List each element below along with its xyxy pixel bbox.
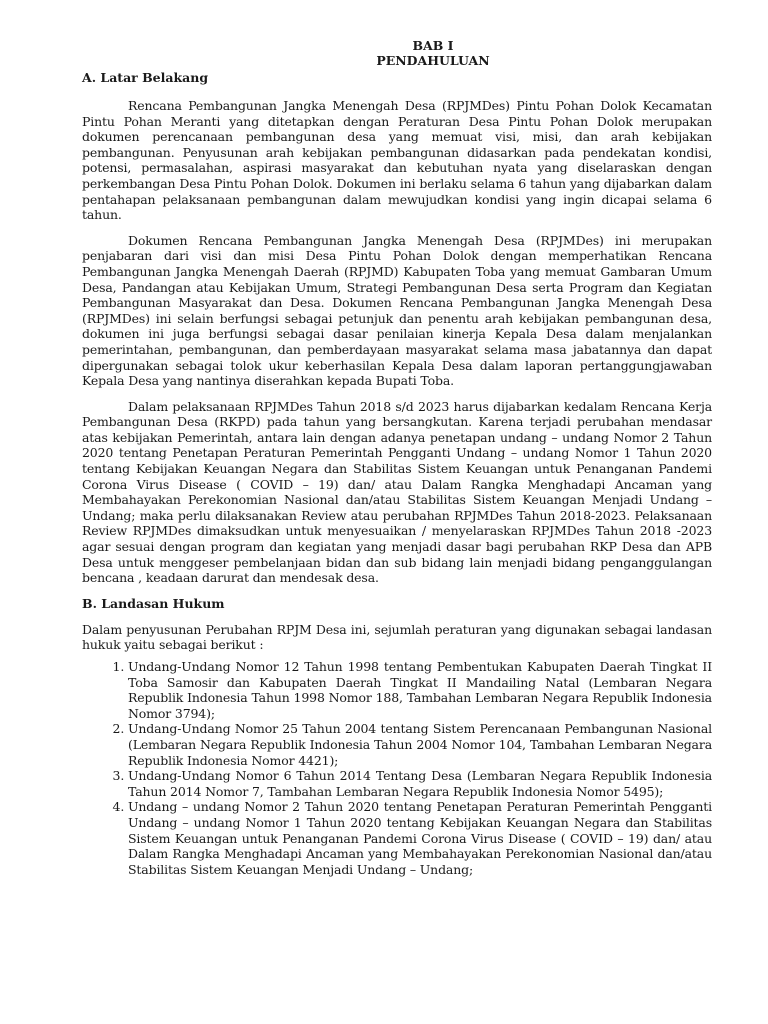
section-a-paragraph-1: Rencana Pembangunan Jangka Menengah Desa (RPJMDes) Pintu Pohan Dolok Kecamatan Pintu Pohan Meranti yang ditetapkan dengan Peraturan Desa Pintu Pohan Dolok merupakan dokumen perencanaan pembangunan desa yang memuat visi, misi, dan arah kebijakan pembangunan. Penyusunan arah kebijakan pembangunan didasarkan pada pendekatan kondisi, potensi, permasalahan, aspirasi masyarakat dan kebutuhan nyata yang diselaraskan dengan perkembangan Desa Pintu Pohan Dolok. Dokumen ini berlaku selama 6 tahun yang dijabarkan dalam pentahapan pelaksanaan pembangunan dalam mewujudkan kondisi yang ingin dicapai selama 6 tahun. <box>82 98 712 223</box>
section-a-paragraph-2: Dokumen Rencana Pembangunan Jangka Menengah Desa (RPJMDes) ini merupakan penjabaran dari visi dan misi Desa Pintu Pohan Dolok dengan memperhatikan Rencana Pembangunan Jangka Menengah Daerah (RPJMD) Kabupaten Toba yang memuat Gambaran Umum Desa, Pandangan atau Kebijakan Umum, Strategi Pembangunan Desa serta Program dan Kegiatan Pembangunan Masyarakat dan Desa. Dokumen Rencana Pembangunan Jangka Menengah Desa (RPJMDes) ini selain berfungsi sebagai petunjuk dan penentu arah kebijakan pembangunan desa, dokumen ini juga berfungsi sebagai dasar penilaian kinerja Kepala Desa dalam menjalankan pemerintahan, pembangunan, dan pemberdayaan masyarakat selama masa jabatannya dan dapat dipergunakan sebagai tolok ukur keberhasilan Kepala Desa dalam laporan pertanggungjawaban Kepala Desa yang nantinya diserahkan kepada Bupati Toba. <box>82 232 712 389</box>
list-item: 1. Undang-Undang Nomor 12 Tahun 1998 tentang Pembentukan Kabupaten Daerah Tingkat II Toba Samosir dan Kabupaten Daerah Tingkat II Mandailing Natal (Lembaran Negara Republik Indonesia Tahun 1998 Nomor 188, Tambahan Lembaran Negara Republik Indonesia Nomor 3794); <box>128 659 712 721</box>
list-item: 4. Undang – undang Nomor 2 Tahun 2020 tentang Penetapan Peraturan Pemerintah Pengganti Undang – undang Nomor 1 Tahun 2020 tentang Kebijakan Keuangan Negara dan Stabilitas Sistem Keuangan untuk Penanganan Pandemi Corona Virus Disease ( COVID – 19) dan/ atau Dalam Rangka Menghadapi Ancaman yang Membahayakan Perekonomian Nasional dan/atau Stabilitas Sistem Keuangan Menjadi Undang – Undang; <box>128 799 712 877</box>
chapter-title: PENDAHULUAN <box>376 53 490 68</box>
section-b-title: B. Landasan Hukum <box>82 595 225 611</box>
legal-basis-list <box>82 659 712 877</box>
list-item: 3. Undang-Undang Nomor 6 Tahun 2014 Tentang Desa (Lembaran Negara Republik Indonesia Tahun 2014 Nomor 7, Tambahan Lembaran Negara Republik Indonesia Nomor 5495); <box>128 768 712 799</box>
section-a-title: A. Latar Belakang <box>82 70 209 85</box>
list-item: 2. Undang-Undang Nomor 25 Tahun 2004 tentang Sistem Perencanaan Pembangunan Nasional (Lembaran Negara Republik Indonesia Tahun 2004 Nomor 104, Tambahan Lembaran Negara Republik Indonesia Nomor 4421); <box>128 721 712 768</box>
chapter-number: BAB I <box>412 38 454 53</box>
section-a-paragraph-3: Dalam pelaksanaan RPJMDes Tahun 2018 s/d 2023 harus dijabarkan kedalam Rencana Kerja Pembangunan Desa (RKPD) pada tahun yang bersangkutan. Karena terjadi perubahan mendasar atas kebijakan Pemerintah, antara lain dengan adanya penetapan undang – undang Nomor 2 Tahun 2020 tentang Penetapan Peraturan Pemerintah Pengganti Undang – undang Nomor 1 Tahun 2020 tentang Kebijakan Keuangan Negara dan Stabilitas Sistem Keuangan untuk Penanganan Pandemi Corona Virus Disease ( COVID – 19) dan/ atau Dalam Rangka Menghadapi Ancaman yang Membahayakan Perekonomian Nasional dan/atau Stabilitas Sistem Keuangan Menjadi Undang – Undang; maka perlu dilaksanakan Review atau perubahan RPJMDes Tahun 2018-2023. Pelaksanaan Review RPJMDes dimaksudkan untuk menyesuaikan / menyelaraskan RPJMDes Tahun 2018 -2023 agar sesuai dengan program dan kegiatan yang menjadi dasar bagi perubahan RKP Desa dan APB Desa untuk menggeser pembelanjaan bidan dan sub bidang lain menjadi bidang penganggulangan bencana , keadaan darurat dan mendesak desa. <box>82 398 712 586</box>
section-b-intro: Dalam penyusunan Perubahan RPJM Desa ini, sejumlah peraturan yang digunakan sebagai landasan hukuk yaitu sebagai berikut : <box>82 621 712 653</box>
